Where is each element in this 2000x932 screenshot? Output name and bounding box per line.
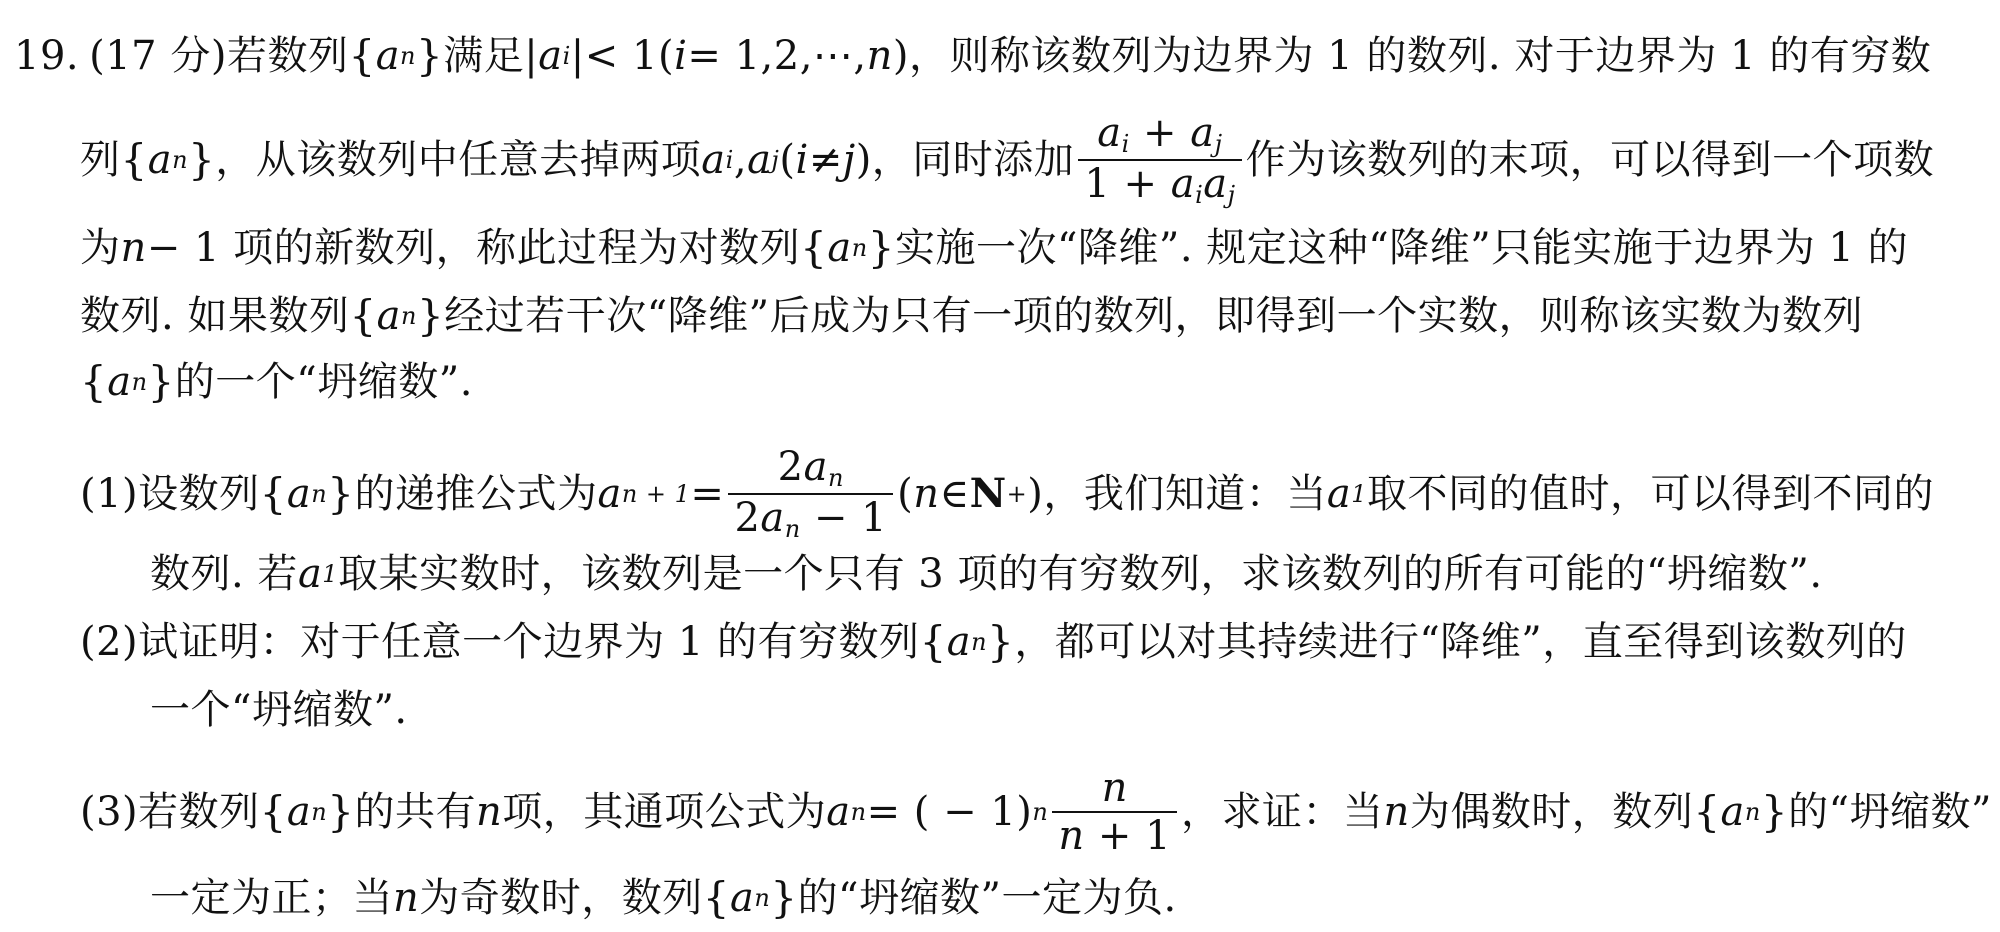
- text: 为偶数时，数列: [1409, 789, 1694, 835]
- sub: n: [131, 368, 148, 396]
- text: =: [690, 471, 725, 517]
- text: 为奇数时，数列: [419, 875, 703, 921]
- num: 2: [777, 444, 804, 490]
- sub: i: [1121, 130, 1130, 158]
- problem-number: 19.: [14, 33, 80, 79]
- part1-label: (1): [80, 471, 139, 517]
- brace: }: [987, 617, 1015, 666]
- sub: n: [1744, 798, 1761, 826]
- part2-line-1: [80, 616, 1907, 668]
- text: 设数列: [138, 471, 260, 517]
- var: n: [1058, 813, 1085, 859]
- sub: j: [771, 146, 780, 174]
- text: = ( − 1): [866, 789, 1033, 835]
- problem-points: (17 分): [89, 33, 227, 79]
- problem-line-2: [80, 110, 1935, 209]
- sub: n: [827, 464, 844, 492]
- var: n: [120, 225, 147, 271]
- text: )，同时添加: [855, 137, 1075, 183]
- sub: n: [754, 884, 771, 912]
- text: − 1 项的新数列，称此过程为对数列: [146, 225, 801, 271]
- sub: n + 1: [621, 480, 691, 508]
- comma: ,: [733, 137, 748, 183]
- brace: }: [1760, 787, 1789, 836]
- sub: n: [311, 798, 328, 826]
- part1-line-1: [80, 444, 1935, 543]
- naturals: N: [969, 470, 1007, 517]
- text: 为: [80, 225, 121, 271]
- text: )，我们知道：当: [1027, 471, 1327, 517]
- sub: n: [172, 146, 189, 174]
- text: 若数列: [226, 33, 349, 79]
- text: 项，其通项公式为: [502, 789, 827, 835]
- text: 数列. 如果数列: [80, 293, 350, 339]
- sub: 1: [322, 560, 339, 588]
- text: 试证明：对于任意一个边界为 1 的有穷数列: [138, 619, 920, 665]
- sub: j: [1214, 130, 1223, 158]
- var: a: [1097, 110, 1122, 156]
- var: i: [674, 33, 688, 79]
- text: 的递推公式为: [354, 471, 598, 517]
- sub: n: [784, 515, 801, 543]
- text: ，都可以对其持续进行“降维”，直至得到该数列的: [1014, 619, 1907, 665]
- text: ，从该数列中任意去掉两项: [215, 137, 702, 183]
- brace: }: [770, 873, 798, 922]
- text: 数列. 若: [150, 551, 298, 597]
- var: a: [286, 471, 312, 517]
- num: 2: [734, 495, 761, 541]
- text: 一个“坍缩数”.: [150, 687, 408, 733]
- fraction-ai-aj: [1078, 110, 1241, 209]
- problem-line-4: [80, 290, 1863, 342]
- part2-label: (2): [80, 619, 139, 665]
- text: ∈: [939, 471, 970, 517]
- sub: n: [400, 42, 417, 70]
- text: 若数列: [138, 789, 260, 835]
- text: 的共有: [354, 789, 476, 835]
- var: a: [147, 137, 173, 183]
- brace: {: [919, 617, 947, 666]
- exponent: n: [1032, 798, 1049, 826]
- sub: i: [1195, 181, 1204, 209]
- sub: 1: [1351, 480, 1368, 508]
- brace: {: [80, 357, 108, 406]
- part3-line-2: [150, 872, 1177, 924]
- brace: }: [416, 31, 444, 80]
- part3-label: (3): [80, 789, 139, 835]
- text: = 1,2,⋯,: [687, 33, 867, 79]
- brace: {: [702, 873, 730, 922]
- op: − 1: [800, 495, 888, 541]
- var: a: [946, 619, 972, 665]
- brace: {: [259, 469, 287, 518]
- num: 1: [1145, 813, 1172, 859]
- brace: {: [349, 291, 377, 340]
- var: a: [1170, 161, 1196, 207]
- var: a: [286, 789, 312, 835]
- var: a: [1720, 789, 1745, 835]
- brace: }: [867, 223, 895, 272]
- sub: n: [850, 798, 867, 826]
- text: )，则称该数列为边界为 1 的数列. 对于边界为 1 的有穷数: [892, 33, 1932, 79]
- var: a: [597, 471, 622, 517]
- var: a: [1190, 110, 1215, 156]
- op: 1 +: [1084, 161, 1171, 207]
- op: +: [1129, 110, 1191, 156]
- problem-line-1: [14, 30, 1931, 82]
- sub: +: [1006, 480, 1028, 508]
- text: 的“坍缩数”一定为负.: [797, 875, 1177, 921]
- brace: {: [1693, 787, 1721, 836]
- var: a: [375, 33, 401, 79]
- brace: {: [348, 31, 376, 80]
- brace: {: [800, 223, 828, 272]
- brace: {: [259, 787, 287, 836]
- brace: }: [147, 357, 175, 406]
- part3-line-1: [80, 765, 1993, 859]
- text: 满足: [443, 33, 525, 79]
- var: n: [1101, 765, 1128, 811]
- sub: i: [562, 42, 571, 70]
- var: a: [701, 137, 726, 183]
- sub: n: [971, 628, 988, 656]
- sub: n: [311, 480, 328, 508]
- var: j: [842, 137, 856, 183]
- var: a: [760, 495, 785, 541]
- text: 的“坍缩数”: [1788, 789, 1993, 835]
- text: < 1(: [584, 33, 675, 79]
- text: 实施一次“降维”. 规定这种“降维”只能实施于边界为 1 的: [894, 225, 1909, 271]
- text: 一定为正；当: [150, 875, 393, 921]
- text: 列: [80, 137, 121, 183]
- var: a: [107, 359, 132, 405]
- var: i: [795, 137, 809, 183]
- sub: i: [725, 146, 734, 174]
- part1-line-2: [150, 548, 1823, 600]
- part2-line-2: [150, 684, 408, 736]
- brace: }: [327, 787, 355, 836]
- var: a: [538, 33, 563, 79]
- text: (: [897, 471, 914, 517]
- var: a: [730, 875, 755, 921]
- var: n: [866, 33, 893, 79]
- var: n: [393, 875, 420, 921]
- var: n: [475, 789, 503, 835]
- text: 取某实数时，该数列是一个只有 3 项的有穷数列，求该数列的所有可能的“坍缩数”.: [338, 551, 1823, 597]
- fraction-recursion: [728, 444, 893, 543]
- var: a: [803, 444, 828, 490]
- text: ≠: [808, 137, 843, 183]
- sub: n: [401, 302, 417, 330]
- text: ，求证：当: [1181, 789, 1384, 835]
- var: a: [1203, 161, 1228, 207]
- var: a: [376, 293, 402, 339]
- var: a: [826, 789, 851, 835]
- var: n: [913, 471, 940, 517]
- sub: j: [1227, 181, 1236, 209]
- text: 作为该数列的末项，可以得到一个项数: [1245, 137, 1935, 183]
- problem-line-5: [80, 356, 473, 408]
- text: (: [779, 137, 796, 183]
- var: n: [1383, 789, 1410, 835]
- brace: }: [327, 469, 355, 518]
- text: 经过若干次“降维”后成为只有一项的数列，即得到一个实数，则称该实数为数列: [444, 293, 1864, 339]
- problem-line-3: [80, 222, 1908, 274]
- fraction-general-term: [1052, 765, 1177, 859]
- brace: }: [417, 291, 445, 340]
- op: +: [1084, 813, 1146, 859]
- var: a: [827, 225, 852, 271]
- text: 的一个“坍缩数”.: [174, 359, 473, 405]
- var: a: [297, 551, 323, 597]
- brace: {: [120, 135, 148, 184]
- brace: }: [188, 135, 216, 184]
- abs-bar: |: [524, 33, 539, 79]
- abs-bar: |: [570, 33, 585, 79]
- text: 取不同的值时，可以得到不同的: [1367, 471, 1935, 517]
- var: a: [747, 137, 772, 183]
- var: a: [1326, 471, 1352, 517]
- sub: n: [851, 234, 868, 262]
